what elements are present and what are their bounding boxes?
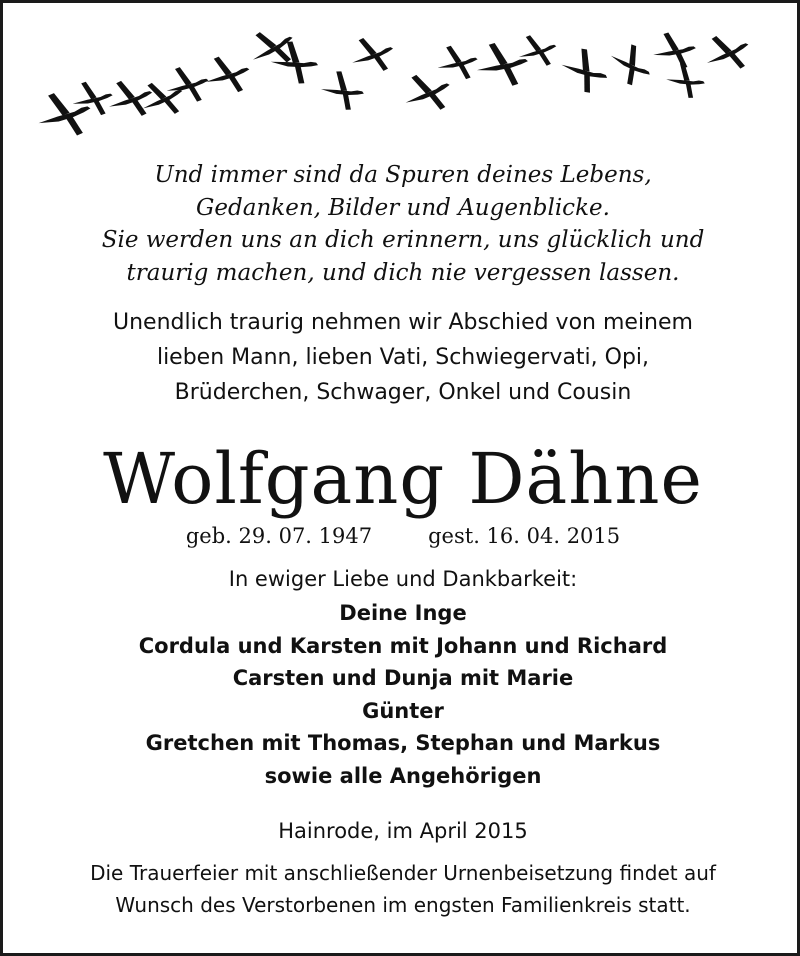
mourner-line: Deine Inge bbox=[339, 601, 467, 625]
intro-line: lieben Mann, lieben Vati, Schwiegervati, Opi, bbox=[156, 345, 650, 370]
mourner-line: Gretchen mit Thomas, Stephan und Markus bbox=[145, 731, 661, 755]
poem-line: Gedanken, Bilder und Augenblicke. bbox=[196, 194, 610, 221]
birth-date: geb. 29. 07. 1947 bbox=[185, 524, 373, 548]
mourner-line: Cordula und Karsten mit Johann und Richard bbox=[138, 633, 668, 658]
intro-line: Brüderchen, Schwager, Onkel und Cousin bbox=[174, 380, 632, 405]
gratitude-line: In ewiger Liebe und Dankbarkeit: bbox=[228, 567, 578, 591]
flying-cranes-icon bbox=[3, 3, 800, 153]
farewell-intro bbox=[3, 305, 800, 410]
mourner-line: Günter bbox=[362, 698, 444, 723]
deceased-name: Wolfgang Dähne bbox=[103, 438, 703, 520]
poem-line: traurig machen, und dich nie vergessen lassen. bbox=[126, 259, 680, 286]
death-date: gest. 16. 04. 2015 bbox=[428, 524, 621, 548]
poem-line: Und immer sind da Spuren deines Lebens, bbox=[154, 162, 652, 188]
funeral-notice bbox=[3, 857, 800, 921]
mourner-line: sowie alle Angehörigen bbox=[264, 763, 542, 788]
mourner-line: Carsten und Dunja mit Marie bbox=[232, 666, 574, 690]
notice-line: Wunsch des Verstorbenen im engsten Familienkreis statt. bbox=[115, 893, 691, 917]
poem bbox=[3, 159, 800, 289]
notice-line: Die Trauerfeier mit anschließender Urnenbeisetzung findet auf bbox=[90, 861, 716, 885]
intro-line: Unendlich traurig nehmen wir Abschied von meinem bbox=[113, 310, 693, 335]
mourners-list bbox=[3, 597, 800, 792]
life-dates bbox=[3, 521, 800, 551]
poem-line: Sie werden uns an dich erinnern, uns glücklich und bbox=[101, 227, 705, 253]
place-and-date: Hainrode, im April 2015 bbox=[278, 819, 528, 843]
